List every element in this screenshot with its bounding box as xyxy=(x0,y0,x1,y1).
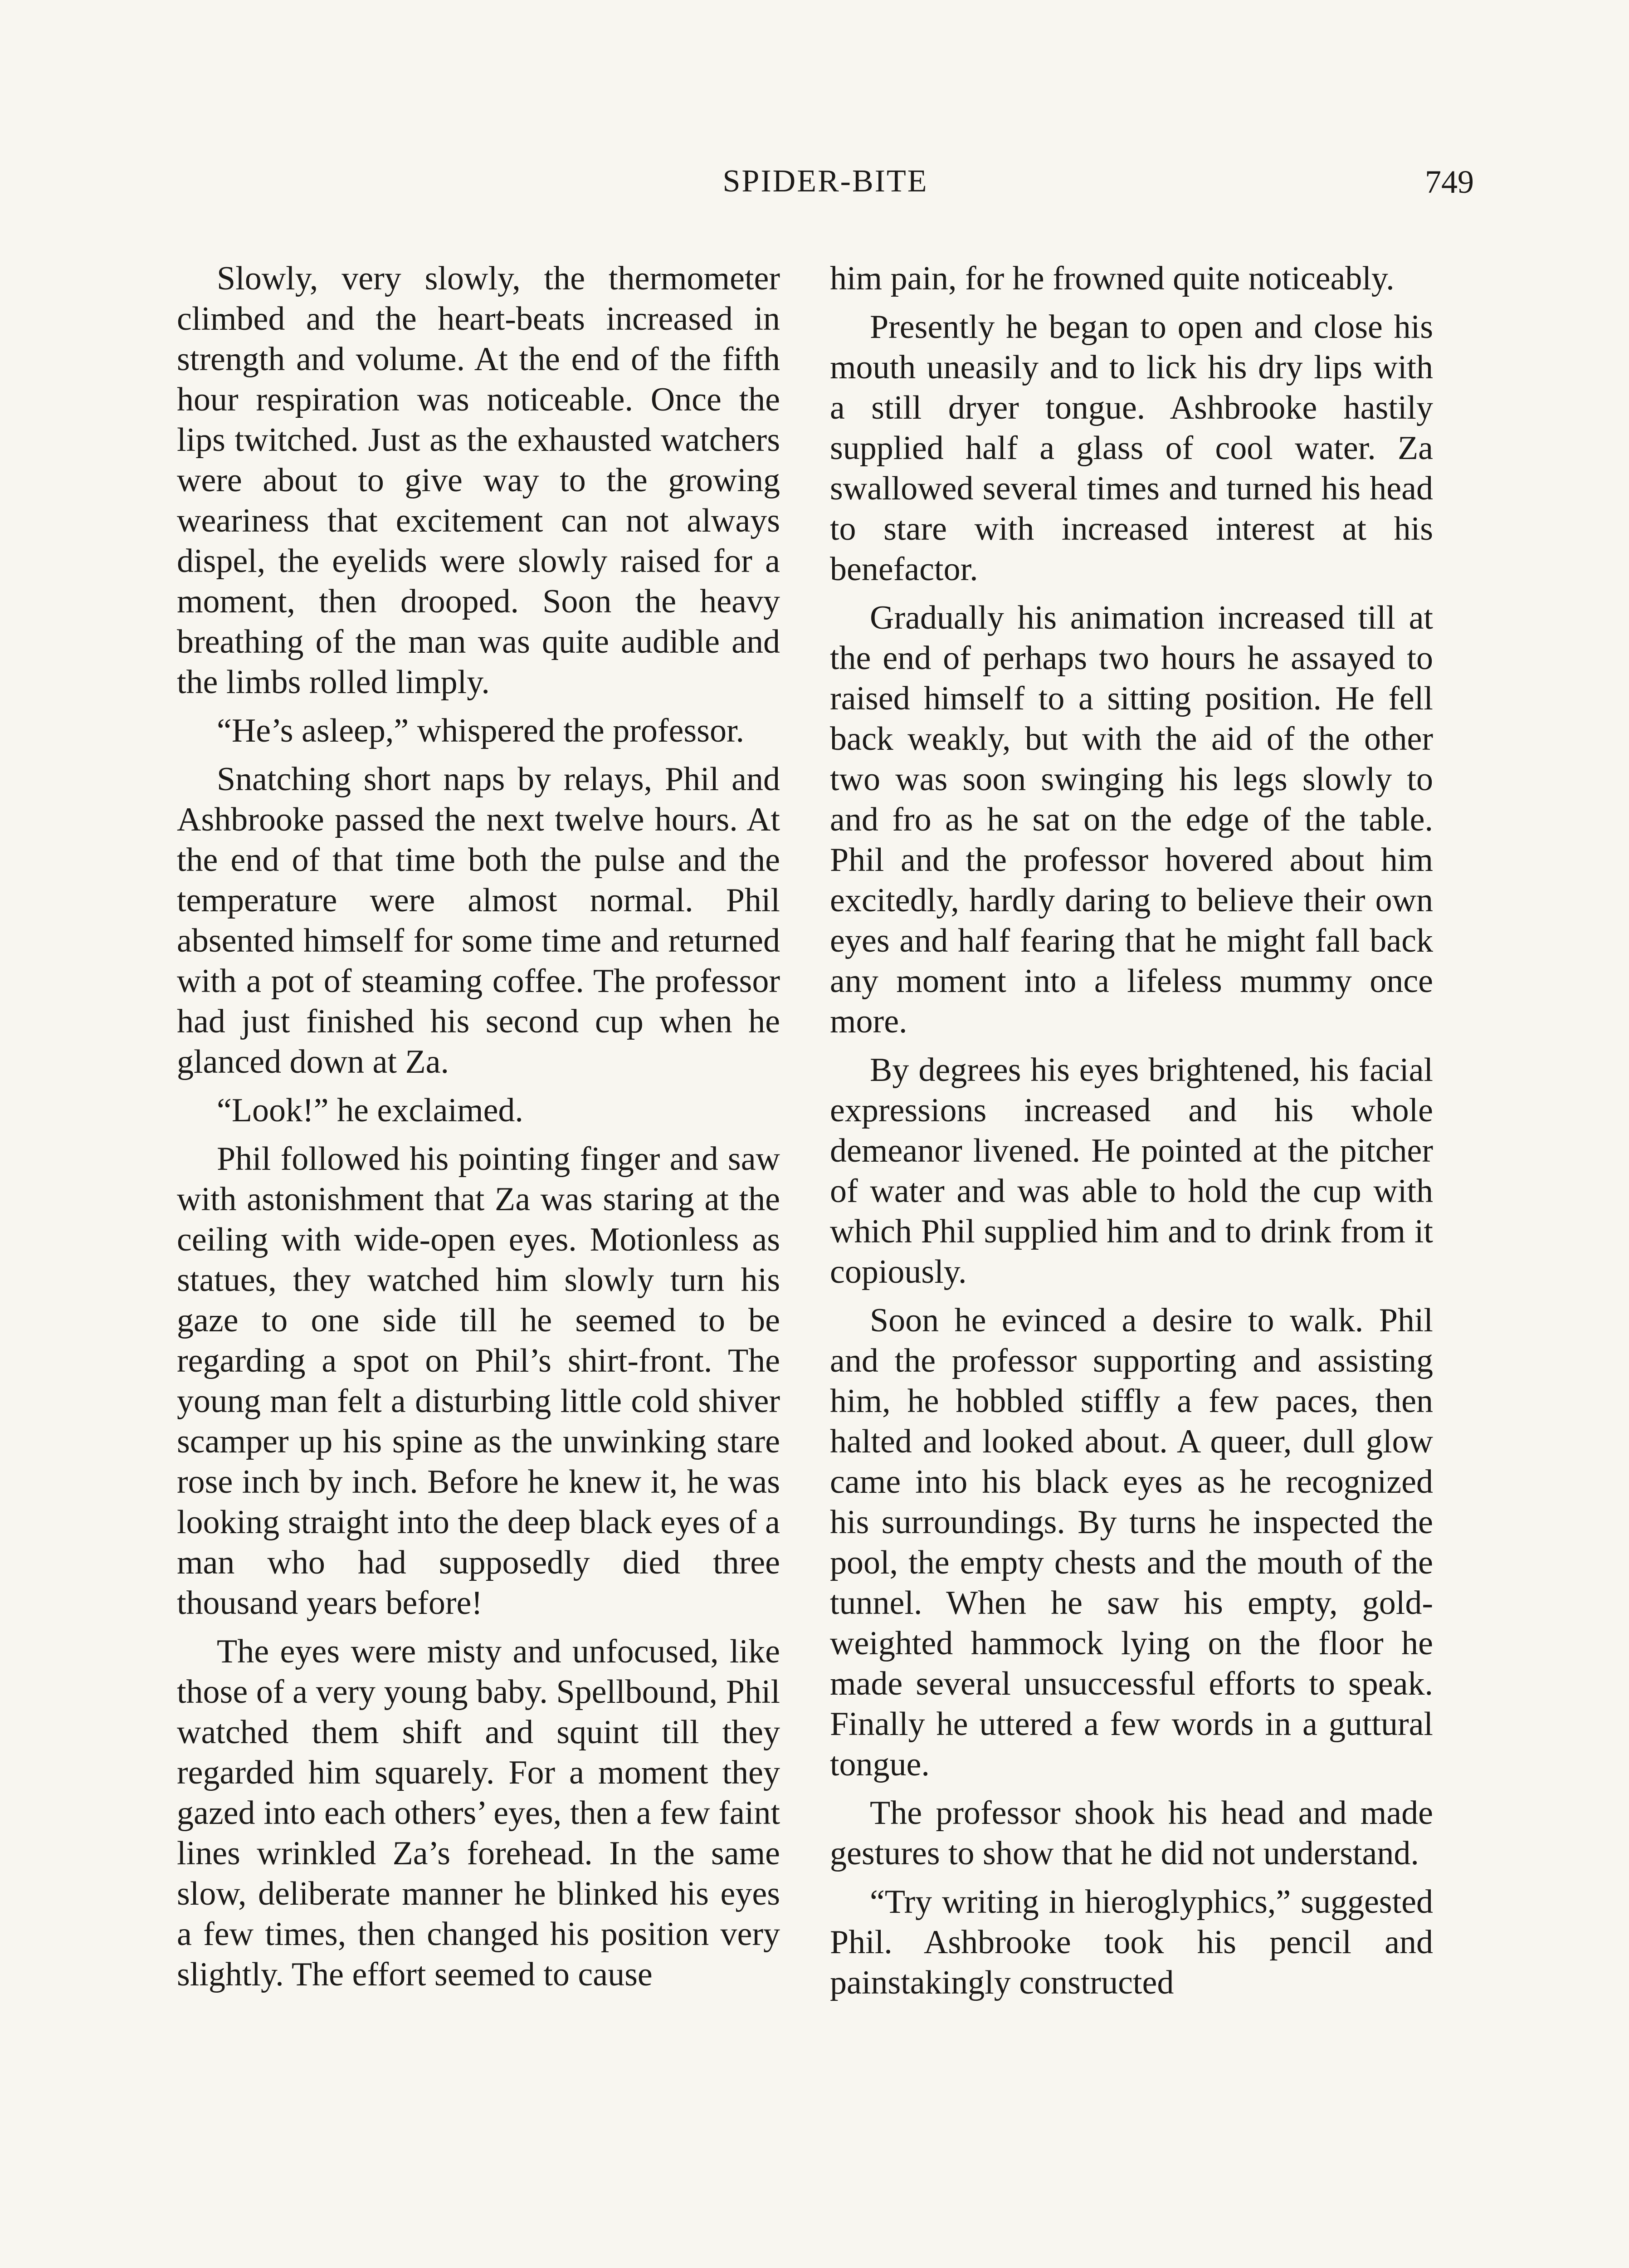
paragraph-continuation: him pain, for he frowned quite noticeably. xyxy=(830,260,1395,297)
paragraph: By degrees his eyes brightened, his facial expressions increased and his whole demeanor livened. He pointed at the pitcher of water and was able to hold the cup with which Phil supplied him and to drink from it copiously. xyxy=(830,1051,1433,1290)
paragraph: The eyes were misty and unfocused, like those of a very young baby. Spellbound, Phil watched them shift and squint till they regarded him squarely. For a moment they gazed into each others’ eyes, then a few faint lines wrinkled Za’s forehead. In the same slow, deliberate manner he blinked his eyes a few times, then changed his position very slightly. The effort seemed to cause xyxy=(177,1633,780,1993)
page-number: 749 xyxy=(1425,164,1474,200)
right-column xyxy=(830,259,1433,2011)
paragraph: Snatching short naps by relays, Phil and Ashbrooke passed the next twelve hours. At the end of that time both the pulse and the temperature were almost normal. Phil absented himself for some time and returned with a pot of steaming coffee. The professor had just finished his second cup when he glanced down at Za. xyxy=(177,761,780,1080)
paragraph: “He’s asleep,” whispered the professor. xyxy=(217,712,745,749)
paragraph: Slowly, very slowly, the thermometer climbed and the heart-beats increased in strength and volume. At the end of the fifth hour respiration was noticeable. Once the lips twitched. Just as the exhausted watchers were about to give way to the growing weariness that excitement can not always dispel, the eyelids were slowly raised for a moment, then drooped. Soon the heavy breathing of the man was quite audible and the limbs rolled limply. xyxy=(177,260,780,701)
paragraph: Soon he evinced a desire to walk. Phil and the professor supporting and assisting him, he hobbled stiffly a few paces, then halted and looked about. A queer, dull glow came into his black eyes as he recognized his surroundings. By turns he inspected the pool, the empty chests and the mouth of the tunnel. When he saw his empty, gold-weighted hammock lying on the floor he made several unsuccessful efforts to speak. Finally he uttered a few words in a guttural tongue. xyxy=(830,1302,1433,1783)
paragraph: Gradually his animation increased till at the end of perhaps two hours he assayed to raised himself to a sitting position. He fell back weakly, but with the aid of the other two was soon swinging his legs slowly to and fro as he sat on the edge of the table. Phil and the professor hovered about him excitedly, hardly daring to believe their own eyes and half fearing that he might fall back any moment into a lifeless mummy once more. xyxy=(830,599,1433,1040)
paragraph: Presently he began to open and close his mouth uneasily and to lick his dry lips with a still dryer tongue. Ashbrooke hastily supplied half a glass of cool water. Za swallowed several times and turned his head to stare with increased interest at his benefactor. xyxy=(830,308,1433,588)
left-column xyxy=(177,259,780,2003)
paragraph: “Try writing in hieroglyphics,” suggested Phil. Ashbrooke took his pencil and painstakingly constructed xyxy=(830,1883,1433,2001)
page-header xyxy=(177,163,1474,204)
running-title: SPIDER-BITE xyxy=(722,164,928,199)
paragraph: Phil followed his pointing finger and saw with astonishment that Za was staring at the ceiling with wide-open eyes. Motionless as statues, they watched him slowly turn his gaze to one side till he seemed to be regarding a spot on Phil’s shirt-front. The young man felt a disturbing little cold shiver scamper up his spine as the unwinking stare rose inch by inch. Before he knew it, he was looking straight into the deep black eyes of a man who had supposedly died three thousand years before! xyxy=(177,1140,780,1622)
paragraph: The professor shook his head and made gestures to show that he did not understand. xyxy=(830,1794,1433,1872)
paragraph: “Look!” he exclaimed. xyxy=(217,1092,523,1129)
